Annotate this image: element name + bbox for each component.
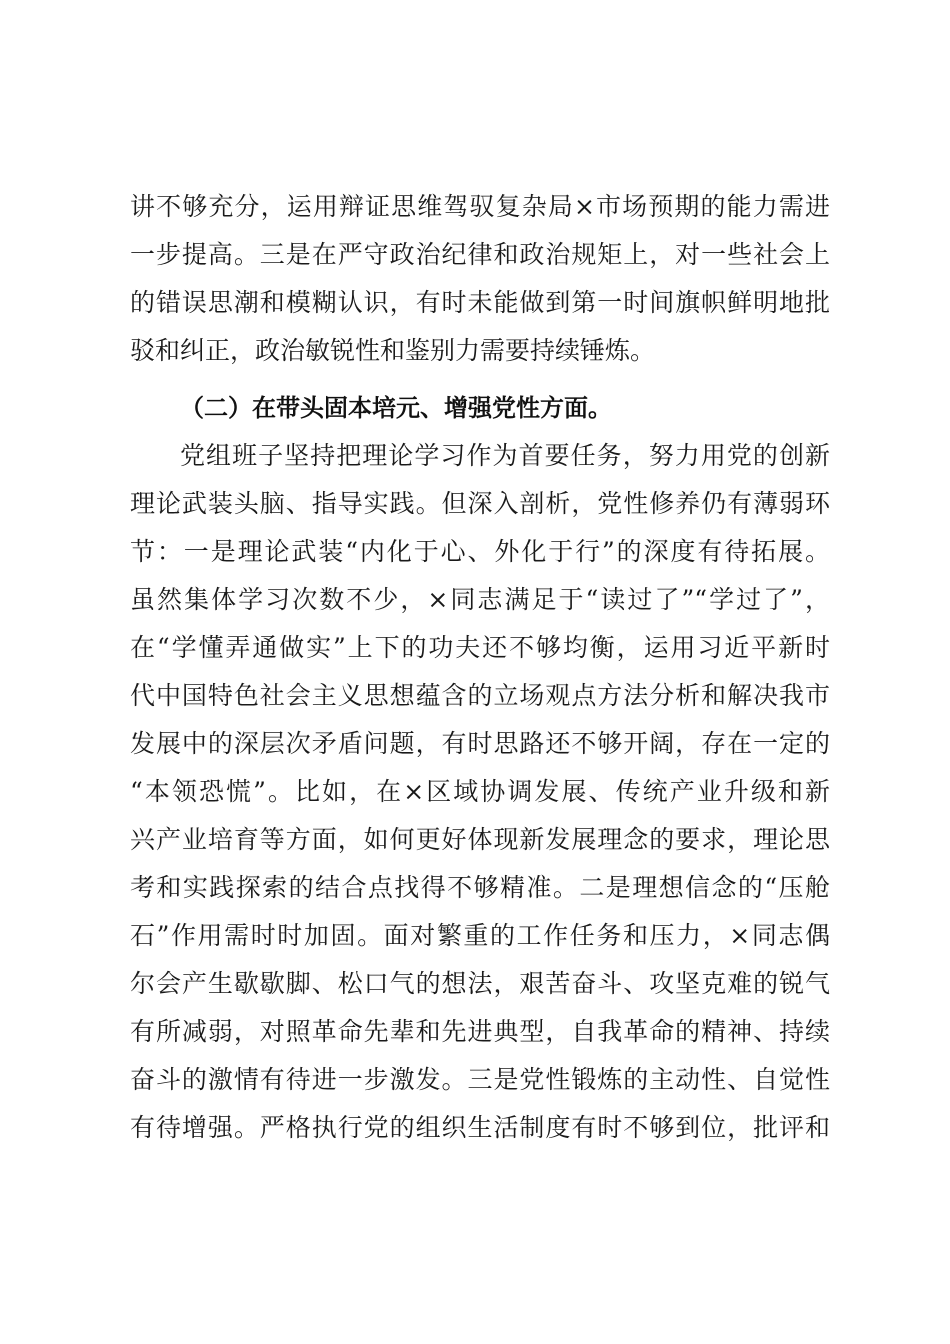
- paragraph-2-line-9: 兴产业培育等方面，如何更好体现新发展理念的要求，理论思: [130, 825, 830, 854]
- paragraph-2-line-7: 发展中的深层次矛盾问题，有时思路还不够开阔，存在一定的: [130, 729, 830, 758]
- section-heading: （二）在带头固本培元、增强党性方面。: [180, 394, 612, 422]
- paragraph-2-line-8: “本领恐慌”。比如，在×区域协调发展、传统产业升级和新: [130, 777, 830, 806]
- paragraph-2-line-3: 节：一是理论武装“内化于心、外化于行”的深度有待拓展。: [130, 537, 830, 566]
- paragraph-2-line-1: 党组班子坚持把理论学习作为首要任务，努力用党的创新: [180, 441, 830, 470]
- paragraph-1-line-1: 讲不够充分，运用辩证思维驾驭复杂局×市场预期的能力需进: [130, 192, 830, 221]
- paragraph-2-line-13: 有所减弱，对照革命先辈和先进典型，自我革命的精神、持续: [130, 1017, 830, 1046]
- paragraph-1-line-3: 的错误思潮和模糊认识，有时未能做到第一时间旗帜鲜明地批: [130, 288, 830, 317]
- paragraph-2-line-15: 有待增强。严格执行党的组织生活制度有时不够到位，批评和: [130, 1113, 830, 1142]
- paragraph-2-line-10: 考和实践探索的结合点找得不够精准。二是理想信念的“压舱: [130, 873, 830, 902]
- paragraph-2-line-5: 在“学懂弄通做实”上下的功夫还不够均衡，运用习近平新时: [130, 633, 830, 662]
- paragraph-2-line-6: 代中国特色社会主义思想蕴含的立场观点方法分析和解决我市: [130, 681, 830, 710]
- paragraph-1-line-2: 一步提高。三是在严守政治纪律和政治规矩上，对一些社会上: [130, 240, 830, 269]
- paragraph-2-line-4: 虽然集体学习次数不少，×同志满足于“读过了”“学过了”，: [130, 585, 830, 614]
- paragraph-2-line-11: 石”作用需时时加固。面对繁重的工作任务和压力，×同志偶: [130, 921, 830, 950]
- paragraph-1-line-4: 驳和纠正，政治敏锐性和鉴别力需要持续锤炼。: [130, 336, 656, 365]
- paragraph-2-line-2: 理论武装头脑、指导实践。但深入剖析，党性修养仍有薄弱环: [130, 489, 830, 518]
- paragraph-2-line-12: 尔会产生歇歇脚、松口气的想法，艰苦奋斗、攻坚克难的锐气: [130, 969, 830, 998]
- paragraph-2-line-14: 奋斗的激情有待进一步激发。三是党性锻炼的主动性、自觉性: [130, 1065, 830, 1094]
